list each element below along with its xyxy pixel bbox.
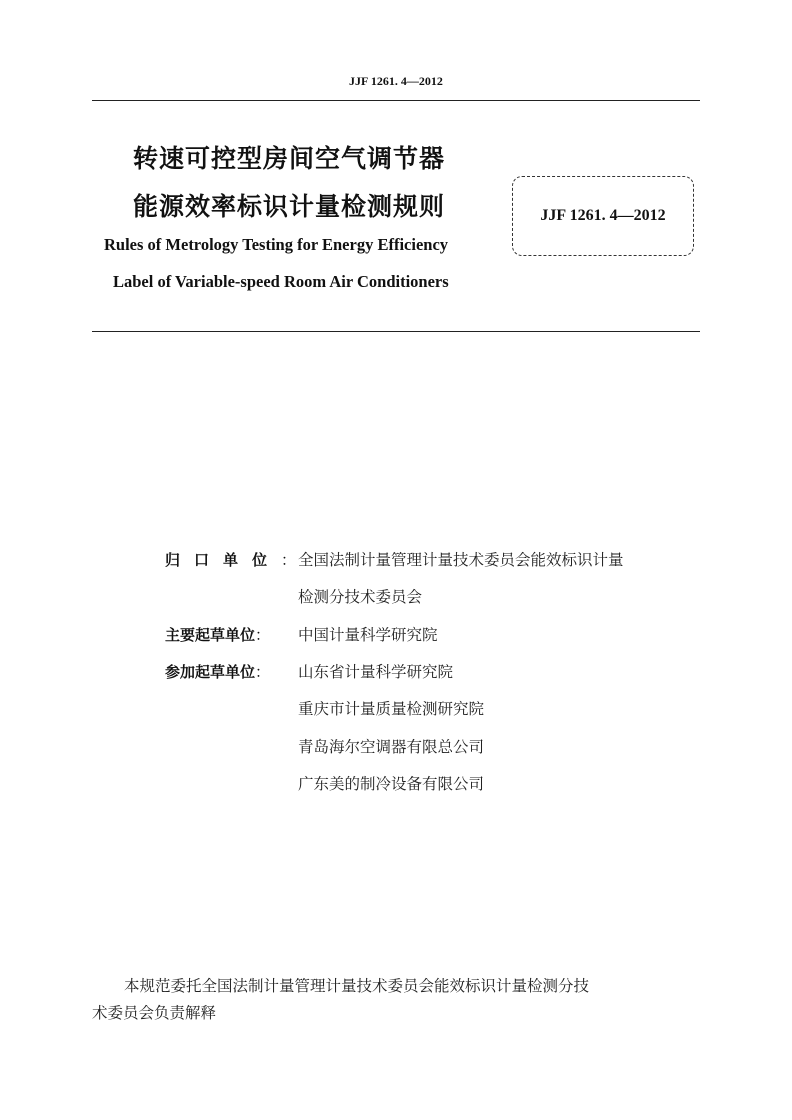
- header-standard-code: JJF 1261. 4—2012: [349, 74, 443, 88]
- interpretation-note-line-1: 本规范委托全国法制计量管理计量技术委员会能效标识计量检测分技: [124, 977, 590, 995]
- org-centralized-line-1: 全国法制计量管理计量技术委员会能效标识计量: [298, 551, 624, 569]
- org-label-participating-text: 参加起草单位: [165, 663, 256, 681]
- org-participating-line-4: 广东美的制冷设备有限公司: [298, 775, 485, 793]
- org-label-main-drafting-text: 主要起草单位: [165, 626, 256, 644]
- title-chinese-line-2: 能源效率标识计量检测规则: [133, 192, 446, 221]
- org-main-drafting-line-1: 中国计量科学研究院: [298, 626, 438, 644]
- standard-code-box: [512, 176, 694, 256]
- header-rule: [92, 100, 700, 101]
- org-label-centralized-text: 归口单位: [165, 551, 282, 569]
- title-english-line-2: Label of Variable-speed Room Air Conditioners: [113, 272, 449, 291]
- title-chinese-line-1: 转速可控型房间空气调节器: [133, 144, 446, 173]
- title-english-line-1: Rules of Metrology Testing for Energy Efficiency: [104, 235, 449, 254]
- org-label-separator: ：: [255, 663, 271, 681]
- org-label-centralized: [165, 549, 298, 570]
- org-label-participating: [165, 661, 298, 682]
- standard-code-box-text: JJF 1261. 4—2012: [540, 207, 666, 224]
- org-label-separator: ：: [255, 626, 271, 644]
- org-participating-line-3: 青岛海尔空调器有限总公司: [298, 738, 485, 756]
- org-label-main-drafting: [165, 624, 298, 645]
- org-label-separator: ：: [281, 551, 297, 569]
- org-centralized-line-2: 检测分技术委员会: [298, 588, 423, 606]
- org-participating-line-1: 山东省计量科学研究院: [298, 663, 454, 681]
- org-participating-line-2: 重庆市计量质量检测研究院: [298, 700, 485, 718]
- title-bottom-rule: [92, 331, 700, 332]
- interpretation-note-line-2: 术委员会负责解释: [92, 1004, 217, 1022]
